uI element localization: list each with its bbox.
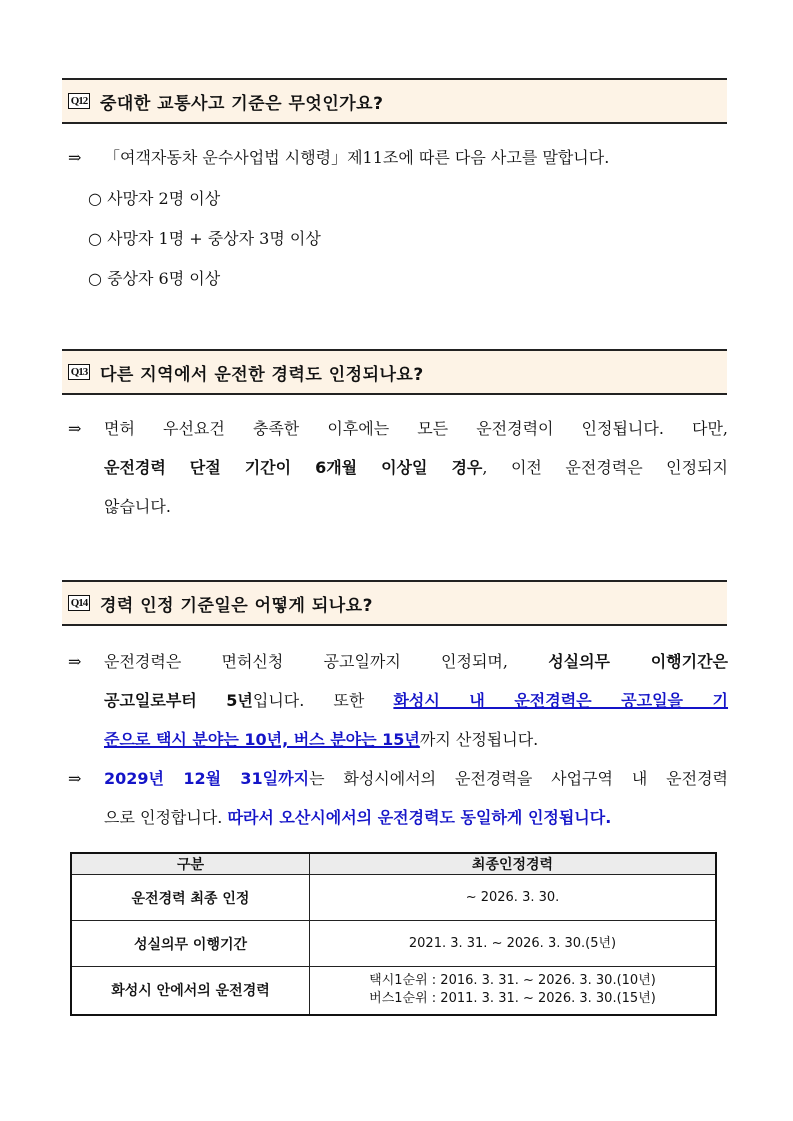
arrow-icon: ⇒ bbox=[68, 769, 82, 788]
q13-answer: ⇒ 면허 우선요건 충족한 이후에는 모든 운전경력이 인정됩니다. 다만, 운전경력 단절 기간이 6개월 이상일 경우, 이전 운전경력은 인정되지 않습니다. bbox=[68, 409, 728, 526]
q12-item-2: ○ 사망자 1명 + 중상자 3명 이상 bbox=[88, 229, 321, 248]
circle-bullet-icon: ○ bbox=[88, 189, 102, 208]
q12-header bbox=[62, 78, 727, 124]
highlight-link-text: 화성시 내 운전경력은 공고일을 기 bbox=[393, 691, 729, 710]
table-row: 운전경력 최종 인정 ~ 2026. 3. 30. bbox=[71, 875, 716, 921]
arrow-icon: ⇒ bbox=[68, 148, 82, 167]
arrow-icon: ⇒ bbox=[68, 652, 82, 671]
table-header: 최종인정경력 bbox=[310, 853, 717, 875]
q12-item-3: ○ 중상자 6명 이상 bbox=[88, 269, 221, 288]
q14-answer-2: ⇒ 2029년 12월 31일까지는 화성시에서의 운전경력을 사업구역 내 운전경력 으로 인정합니다. 따라서 오산시에서의 운전경력도 동일하게 인정됩니다. bbox=[68, 759, 728, 837]
career-table bbox=[70, 852, 717, 1016]
q14-badge: Q14 bbox=[68, 595, 90, 611]
table-header: 구분 bbox=[71, 853, 310, 875]
table-row: 성실의무 이행기간 2021. 3. 31. ~ 2026. 3. 30.(5년) bbox=[71, 921, 716, 967]
circle-bullet-icon: ○ bbox=[88, 229, 102, 248]
q13-title: 다른 지역에서 운전한 경력도 인정되나요? bbox=[100, 364, 424, 385]
q12-title: 중대한 교통사고 기준은 무엇인가요? bbox=[100, 93, 384, 114]
q12-item-1: ○ 사망자 2명 이상 bbox=[88, 189, 221, 208]
q13-header bbox=[62, 349, 727, 395]
q13-emphasis: 운전경력 단절 기간이 6개월 이상일 경우 bbox=[104, 458, 483, 477]
q14-answer-1: ⇒ 운전경력은 면허신청 공고일까지 인정되며, 성실의무 이행기간은 공고일로부터 5년입니다. 또한 화성시 내 운전경력은 공고일을 기 준으로 택시 분야는 10년, 버스 분야는 15년까지 산정됩니다. bbox=[68, 642, 728, 759]
q12-intro: ⇒ 「여객자동차 운수사업법 시행령」제11조에 따른 다음 사고를 말합니다. bbox=[68, 138, 728, 177]
table-row: 화성시 안에서의 운전경력 택시1순위 : 2016. 3. 31. ~ 2026. 3. 30.(10년) 버스1순위 : 2011. 3. 31. ~ 2026. 3. 30.(15년) bbox=[71, 967, 716, 1015]
circle-bullet-icon: ○ bbox=[88, 269, 102, 288]
q14-title: 경력 인정 기준일은 어떻게 되나요? bbox=[100, 595, 373, 616]
q14-header bbox=[62, 580, 727, 626]
arrow-icon: ⇒ bbox=[68, 419, 82, 438]
table-header-row bbox=[71, 853, 716, 875]
q13-badge: Q13 bbox=[68, 364, 90, 380]
q12-badge: Q12 bbox=[68, 93, 90, 109]
